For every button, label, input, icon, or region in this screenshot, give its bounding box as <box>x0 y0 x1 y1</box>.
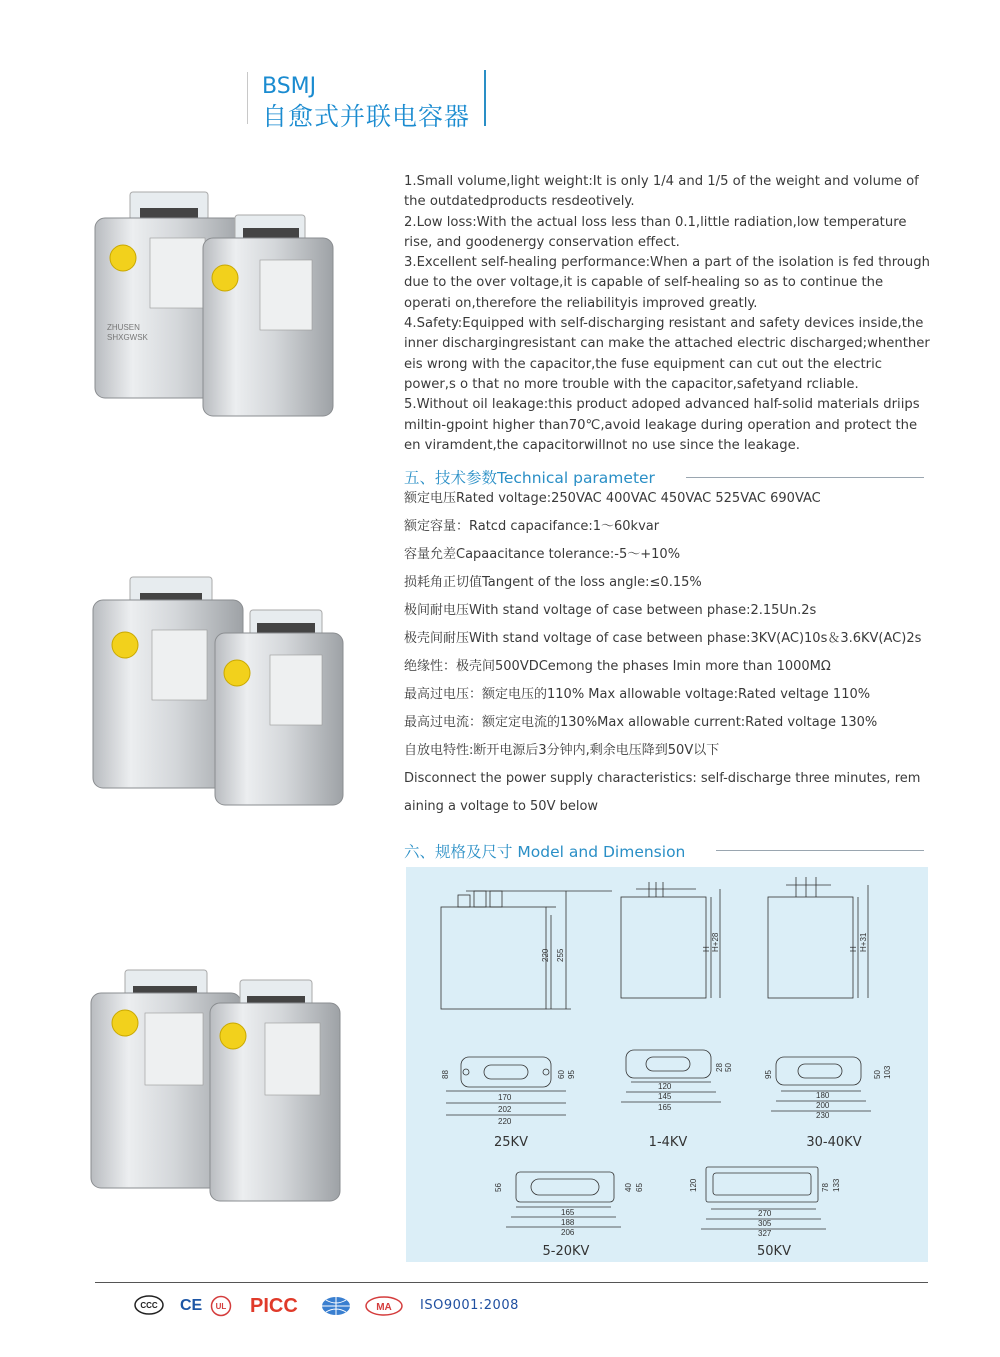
dim-30-40kv-v2: 103 <box>883 1065 892 1079</box>
technical-section-title: 五、技术参数Technical parameter <box>404 469 655 487</box>
param-row: 绝缘性：极壳间500VDCemong the phases Imin more than 1000MΩ <box>404 659 831 674</box>
ce-logo-text: CE <box>180 1297 203 1314</box>
feature-list <box>404 172 934 456</box>
dim-30-40kv-w2: 200 <box>816 1101 830 1110</box>
dim-25kv-w2: 202 <box>498 1105 512 1114</box>
dim-25kv-w3: 220 <box>498 1117 512 1126</box>
picc-logo <box>250 1292 306 1321</box>
feature-4: 4.Safety:Equipped with self-discharging resistant and safety devices inside,the inner dischargingresistant can make the attached electric discharged;whenther eis wrong with the capacitor,the fuse equipment can cut out the electric power,s o that no more trouble with the capacitor,safetyand rcliable. <box>404 316 930 392</box>
dim-1-4kv-w1: 120 <box>658 1082 672 1091</box>
param-row: 额定电压Rated voltage:250VAC 400VAC 450VAC 525VAC 690VAC <box>404 491 821 506</box>
model-label-30-40kv: 30-40KV <box>806 1135 862 1150</box>
dim-50kv-h: 120 <box>689 1178 698 1192</box>
model-label-50kv: 50KV <box>757 1244 791 1259</box>
ce-logo <box>178 1294 204 1319</box>
dim-1-4kv-w2: 145 <box>658 1092 672 1101</box>
dim-5-20kv-v1: 40 <box>624 1183 633 1192</box>
picc-logo-text: PICC <box>250 1295 298 1316</box>
dimension-drawing-panel <box>406 867 928 1262</box>
feature-2: 2.Low loss:With the actual loss less than 0.1,little radiation,low temperature rise, and goodenergy conservation effect. <box>404 214 907 250</box>
model-title: BSMJ <box>262 74 317 99</box>
dim-30-40kv-h: 95 <box>764 1070 773 1079</box>
front-dim-4: H+28 <box>711 932 720 952</box>
capacitor-brand-b: SHXGWSK <box>107 333 148 342</box>
iso-certification: ISO9001:2008 <box>420 1298 519 1313</box>
param-row: Disconnect the power supply characteristics: self-discharge three minutes, rem <box>404 771 921 786</box>
param-row: 损耗角正切值Tangent of the loss angle:≤0.15% <box>404 575 702 590</box>
model-label-25kv: 25KV <box>494 1135 528 1150</box>
dim-5-20kv-w1: 165 <box>561 1208 575 1217</box>
feature-5: 5.Without oil leakage:this product adoped advanced half-solid materials driips miltin-gpoint higher than70℃,avoid leakage during operation and protect the en viramdent,the capacitorwillnot no use since the leakage. <box>404 397 920 453</box>
cma-logo <box>364 1295 404 1322</box>
model-label-5-20kv: 5-20KV <box>542 1244 590 1259</box>
param-row: 容量允差Capaacitance tolerance:-5～+10% <box>404 547 681 562</box>
technical-parameter-list <box>404 490 944 826</box>
ccc-logo <box>134 1295 164 1320</box>
front-dim-5: H <box>849 946 858 952</box>
dim-25kv-h: 88 <box>441 1070 450 1079</box>
dim-50kv-w2: 305 <box>758 1219 772 1228</box>
footer-divider <box>95 1282 928 1283</box>
capacitor-brand-a: ZHUSEN <box>107 323 140 332</box>
ul-logo <box>210 1295 234 1322</box>
dim-30-40kv-w3: 230 <box>816 1111 830 1120</box>
dim-1-4kv-v2: 50 <box>724 1063 733 1072</box>
dimension-section-title: 六、规格及尺寸 Model and Dimension <box>404 843 686 861</box>
dim-1-4kv-v1: 28 <box>715 1063 724 1072</box>
technical-section-rule <box>686 477 924 478</box>
front-dim-1: 220 <box>541 948 550 962</box>
model-label-1-4kv: 1-4KV <box>648 1135 688 1150</box>
dim-50kv-v1: 78 <box>821 1183 830 1192</box>
ccc-logo-text: CCC <box>140 1301 158 1310</box>
cma-logo-text: MA <box>376 1302 392 1313</box>
param-row: 自放电特性:断开电源后3分钟内,剩余电压降到50V以下 <box>404 743 720 758</box>
dim-25kv-v2: 95 <box>567 1070 576 1079</box>
capacitor-photo-group-3 <box>85 968 345 1213</box>
param-row: aining a voltage to 50V below <box>404 799 599 814</box>
dim-50kv-v2: 133 <box>832 1178 841 1192</box>
dim-5-20kv-w3: 206 <box>561 1228 575 1237</box>
param-row: 极壳间耐压With stand voltage of case between phase:3KV(AC)10s＆3.6KV(AC)2s <box>404 631 922 646</box>
param-row: 极间耐电压With stand voltage of case between phase:2.15Un.2s <box>404 603 817 618</box>
capacitor-photo-group-1 <box>85 190 335 430</box>
dimension-section-rule <box>716 850 924 851</box>
dim-5-20kv-v2: 65 <box>635 1183 644 1192</box>
dim-30-40kv-v1: 50 <box>873 1070 882 1079</box>
dim-30-40kv-w1: 180 <box>816 1091 830 1100</box>
feature-3: 3.Excellent self-healing performance:When a part of the isolation is fed through due to the over voltage,it is capable of self-healing so as to continue the operati on,therefore the reliabilityis improved greatly. <box>404 255 931 311</box>
dim-25kv-v1: 60 <box>557 1070 566 1079</box>
capacitor-photo-group-2 <box>85 575 345 815</box>
feature-1: 1.Small volume,light weight:It is only 1/4 and 1/5 of the weight and volume of the outdatedproducts resdeotively. <box>404 174 919 210</box>
dim-1-4kv-w3: 165 <box>658 1103 672 1112</box>
front-dim-6: H+31 <box>859 932 868 952</box>
dim-5-20kv-h: 56 <box>494 1183 503 1192</box>
dim-25kv-w1: 170 <box>498 1093 512 1102</box>
globe-cert-icon <box>320 1295 352 1322</box>
header-left-bar <box>247 72 248 124</box>
param-row: 额定容量：Ratcd capacifance:1～60kvar <box>404 519 660 534</box>
dim-5-20kv-w2: 188 <box>561 1218 575 1227</box>
dimension-drawing <box>406 867 928 1262</box>
front-dim-2: 255 <box>556 948 565 962</box>
ul-logo-text: UL <box>215 1302 227 1311</box>
header-right-bar <box>484 70 486 126</box>
param-row: 最高过电压：额定电压的110% Max allowable voltage:Rated veltage 110% <box>404 687 871 702</box>
front-dim-3: H <box>702 946 711 952</box>
product-title: 自愈式并联电容器 <box>262 102 471 131</box>
param-row: 最高过电流：额定定电流的130%Max allowable current:Rated voltage 130% <box>404 715 878 730</box>
dim-50kv-w3: 327 <box>758 1229 772 1238</box>
dim-50kv-w1: 270 <box>758 1209 772 1218</box>
